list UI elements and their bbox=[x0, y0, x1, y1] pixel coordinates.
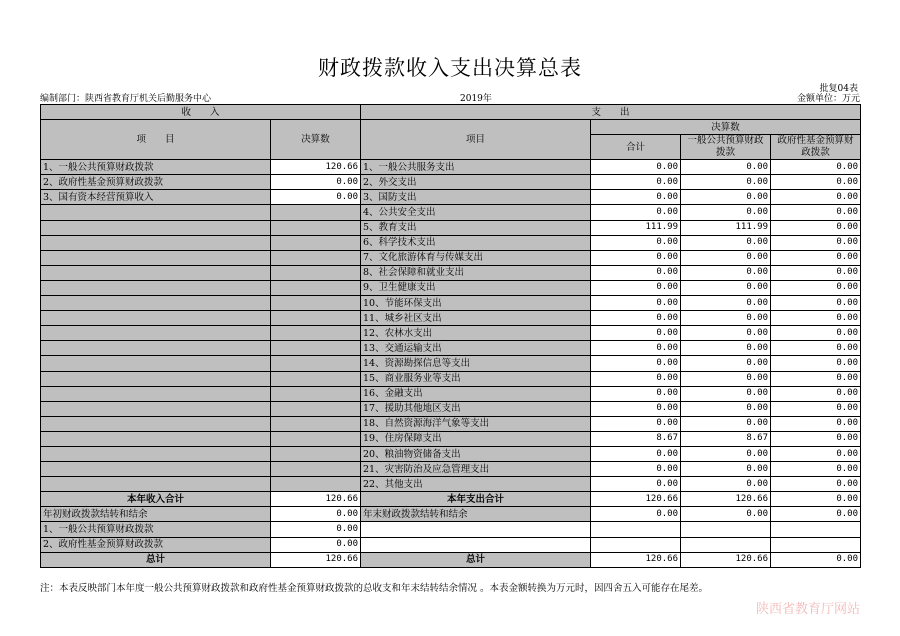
empty-cell bbox=[771, 522, 861, 537]
income-value-cell: 0.00 bbox=[271, 190, 361, 205]
empty-cell bbox=[771, 537, 861, 552]
expense-fund-cell: 0.00 bbox=[771, 477, 861, 492]
income-item-cell bbox=[41, 446, 271, 461]
expense-general-cell: 0.00 bbox=[681, 356, 771, 371]
expense-total-cell: 8.67 bbox=[591, 431, 681, 446]
empty-cell bbox=[361, 522, 591, 537]
expense-total-cell: 0.00 bbox=[591, 160, 681, 175]
expense-total-cell: 0.00 bbox=[591, 416, 681, 431]
expense-total-cell: 0.00 bbox=[591, 190, 681, 205]
expense-fund-cell: 0.00 bbox=[771, 220, 861, 235]
income-total-value: 120.66 bbox=[271, 492, 361, 507]
expense-item-cell: 3、国防支出 bbox=[361, 190, 591, 205]
table-row bbox=[41, 371, 861, 386]
expense-item-header: 项目 bbox=[361, 120, 591, 160]
footnote: 注：本表反映部门本年度一般公共预算财政拨款和政府性基金预算财政拨款的总收支和年末结转结余情况 。本表金额转换为万元时，因四舍五入可能存在尾差。 bbox=[40, 583, 709, 594]
table-row bbox=[41, 326, 861, 341]
expense-total-cell: 0.00 bbox=[591, 477, 681, 492]
income-value-cell bbox=[271, 205, 361, 220]
income-value-cell bbox=[271, 431, 361, 446]
expense-item-cell: 4、公共安全支出 bbox=[361, 205, 591, 220]
carry-general-row bbox=[41, 522, 861, 537]
expense-fund-cell: 0.00 bbox=[771, 341, 861, 356]
expense-total-cell: 0.00 bbox=[591, 371, 681, 386]
expense-general-cell: 0.00 bbox=[681, 175, 771, 190]
carry-fund-label: 2、政府性基金预算财政拨款 bbox=[41, 537, 271, 552]
table-row bbox=[41, 431, 861, 446]
grand-total-fund: 0.00 bbox=[771, 552, 861, 567]
unit-label: 金额单位：万元 bbox=[796, 94, 860, 104]
carry-end-general: 0.00 bbox=[681, 507, 771, 522]
expense-total-sum: 120.66 bbox=[591, 492, 681, 507]
fund-col-header: 政府性基金预算财政拨款 bbox=[771, 135, 861, 160]
income-value-cell bbox=[271, 477, 361, 492]
carry-general-value: 0.00 bbox=[271, 522, 361, 537]
income-item-cell bbox=[41, 220, 271, 235]
expense-total-cell: 0.00 bbox=[591, 205, 681, 220]
expense-total-cell: 0.00 bbox=[591, 386, 681, 401]
table-body bbox=[41, 105, 861, 568]
carry-end-label: 年末财政拨款结转和结余 bbox=[361, 507, 591, 522]
income-item-cell bbox=[41, 280, 271, 295]
income-item-cell bbox=[41, 205, 271, 220]
expense-general-cell: 0.00 bbox=[681, 235, 771, 250]
table-row bbox=[41, 356, 861, 371]
expense-item-cell: 17、援助其他地区支出 bbox=[361, 401, 591, 416]
carry-begin-value: 0.00 bbox=[271, 507, 361, 522]
table-row bbox=[41, 311, 861, 326]
income-value-cell bbox=[271, 265, 361, 280]
expense-fund-cell: 0.00 bbox=[771, 431, 861, 446]
table-row bbox=[41, 296, 861, 311]
income-value-cell bbox=[271, 416, 361, 431]
expense-general-cell: 0.00 bbox=[681, 477, 771, 492]
table-row bbox=[41, 416, 861, 431]
income-item-cell bbox=[41, 416, 271, 431]
carry-row bbox=[41, 507, 861, 522]
grand-total-row bbox=[41, 552, 861, 567]
expense-fund-cell: 0.00 bbox=[771, 356, 861, 371]
income-item-cell bbox=[41, 401, 271, 416]
expense-item-cell: 15、商业服务业等支出 bbox=[361, 371, 591, 386]
empty-cell bbox=[591, 537, 681, 552]
expense-fund-cell: 0.00 bbox=[771, 160, 861, 175]
expense-general-cell: 0.00 bbox=[681, 190, 771, 205]
expense-general-cell: 0.00 bbox=[681, 280, 771, 295]
expense-general-cell: 0.00 bbox=[681, 446, 771, 461]
income-item-cell bbox=[41, 311, 271, 326]
table-row bbox=[41, 190, 861, 205]
year-total-row bbox=[41, 492, 861, 507]
expense-general-cell: 0.00 bbox=[681, 205, 771, 220]
expense-total-cell: 0.00 bbox=[591, 235, 681, 250]
expense-general-cell: 0.00 bbox=[681, 401, 771, 416]
income-item-cell bbox=[41, 341, 271, 356]
income-value-cell bbox=[271, 220, 361, 235]
expense-item-cell: 19、住房保障支出 bbox=[361, 431, 591, 446]
income-item-cell bbox=[41, 462, 271, 477]
income-amount-header: 决算数 bbox=[271, 120, 361, 160]
expense-item-cell: 14、资源勘探信息等支出 bbox=[361, 356, 591, 371]
carry-fund-value: 0.00 bbox=[271, 537, 361, 552]
expense-general-cell: 111.99 bbox=[681, 220, 771, 235]
expense-header: 支 出 bbox=[361, 105, 861, 120]
expense-item-cell: 12、农林水支出 bbox=[361, 326, 591, 341]
expense-fund-cell: 0.00 bbox=[771, 401, 861, 416]
income-value-cell bbox=[271, 326, 361, 341]
expense-total-cell: 0.00 bbox=[591, 250, 681, 265]
expense-total-cell: 0.00 bbox=[591, 326, 681, 341]
expense-total-cell: 0.00 bbox=[591, 446, 681, 461]
empty-cell bbox=[361, 537, 591, 552]
form-code: 批复04表 bbox=[819, 84, 858, 94]
expense-general-cell: 0.00 bbox=[681, 250, 771, 265]
income-value-cell bbox=[271, 250, 361, 265]
expense-fund-cell: 0.00 bbox=[771, 175, 861, 190]
expense-general-cell: 0.00 bbox=[681, 326, 771, 341]
expense-fund-cell: 0.00 bbox=[771, 280, 861, 295]
income-value-cell bbox=[271, 356, 361, 371]
expense-item-cell: 18、自然资源海洋气象等支出 bbox=[361, 416, 591, 431]
general-col-header: 一般公共预算财政拨款 bbox=[681, 135, 771, 160]
expense-fund-cell: 0.00 bbox=[771, 371, 861, 386]
income-value-cell bbox=[271, 401, 361, 416]
expense-item-cell: 16、金融支出 bbox=[361, 386, 591, 401]
income-value-cell: 120.66 bbox=[271, 160, 361, 175]
page-title: 财政拨款收入支出决算总表 bbox=[318, 56, 582, 80]
income-item-cell: 1、一般公共预算财政拨款 bbox=[41, 160, 271, 175]
expense-fund-cell: 0.00 bbox=[771, 205, 861, 220]
expense-item-cell: 8、社会保障和就业支出 bbox=[361, 265, 591, 280]
table-row bbox=[41, 250, 861, 265]
income-value-cell bbox=[271, 280, 361, 295]
expense-total-cell: 0.00 bbox=[591, 311, 681, 326]
expense-general-cell: 8.67 bbox=[681, 431, 771, 446]
expense-general-cell: 0.00 bbox=[681, 386, 771, 401]
expense-fund-cell: 0.00 bbox=[771, 190, 861, 205]
expense-item-cell: 1、一般公共服务支出 bbox=[361, 160, 591, 175]
income-item-cell bbox=[41, 386, 271, 401]
expense-general-cell: 0.00 bbox=[681, 311, 771, 326]
dept-label: 编制部门：陕西省教育厅机关后勤服务中心 bbox=[40, 94, 212, 104]
income-value-cell bbox=[271, 341, 361, 356]
carry-fund-row bbox=[41, 537, 861, 552]
expense-general-cell: 0.00 bbox=[681, 296, 771, 311]
income-value-cell bbox=[271, 311, 361, 326]
table-row bbox=[41, 462, 861, 477]
expense-fund-cell: 0.00 bbox=[771, 446, 861, 461]
income-item-cell bbox=[41, 477, 271, 492]
budget-table bbox=[40, 104, 861, 568]
grand-total-sum: 120.66 bbox=[591, 552, 681, 567]
empty-cell bbox=[681, 537, 771, 552]
expense-total-cell: 0.00 bbox=[591, 462, 681, 477]
expense-total-fund: 0.00 bbox=[771, 492, 861, 507]
expense-item-cell: 21、灾害防治及应急管理支出 bbox=[361, 462, 591, 477]
year-label: 2019年 bbox=[460, 94, 492, 104]
grand-total-label-2: 总计 bbox=[361, 552, 591, 567]
carry-end-fund: 0.00 bbox=[771, 507, 861, 522]
income-value-cell bbox=[271, 296, 361, 311]
expense-item-cell: 10、节能环保支出 bbox=[361, 296, 591, 311]
grand-total-general: 120.66 bbox=[681, 552, 771, 567]
expense-general-cell: 0.00 bbox=[681, 160, 771, 175]
expense-fund-cell: 0.00 bbox=[771, 235, 861, 250]
expense-total-cell: 111.99 bbox=[591, 220, 681, 235]
table-row bbox=[41, 386, 861, 401]
expense-fund-cell: 0.00 bbox=[771, 386, 861, 401]
expense-fund-cell: 0.00 bbox=[771, 326, 861, 341]
expense-total-cell: 0.00 bbox=[591, 265, 681, 280]
table-row bbox=[41, 235, 861, 250]
expense-total-cell: 0.00 bbox=[591, 356, 681, 371]
income-item-cell bbox=[41, 250, 271, 265]
income-total-label: 本年收入合计 bbox=[41, 492, 271, 507]
expense-item-cell: 20、粮油物资储备支出 bbox=[361, 446, 591, 461]
expense-item-cell: 5、教育支出 bbox=[361, 220, 591, 235]
empty-cell bbox=[681, 522, 771, 537]
table-row bbox=[41, 280, 861, 295]
income-item-cell bbox=[41, 235, 271, 250]
expense-item-cell: 9、卫生健康支出 bbox=[361, 280, 591, 295]
carry-general-label: 1、一般公共预算财政拨款 bbox=[41, 522, 271, 537]
expense-total-cell: 0.00 bbox=[591, 401, 681, 416]
expense-fund-cell: 0.00 bbox=[771, 311, 861, 326]
header-row-2 bbox=[41, 120, 861, 135]
income-item-cell bbox=[41, 265, 271, 280]
table-row bbox=[41, 477, 861, 492]
expense-general-cell: 0.00 bbox=[681, 341, 771, 356]
income-value-cell bbox=[271, 446, 361, 461]
total-col-header: 合计 bbox=[591, 135, 681, 160]
income-item-cell bbox=[41, 356, 271, 371]
expense-amount-header: 决算数 bbox=[591, 120, 861, 135]
expense-fund-cell: 0.00 bbox=[771, 462, 861, 477]
income-item-cell bbox=[41, 431, 271, 446]
empty-cell bbox=[591, 522, 681, 537]
expense-fund-cell: 0.00 bbox=[771, 416, 861, 431]
expense-item-cell: 7、文化旅游体育与传媒支出 bbox=[361, 250, 591, 265]
expense-item-cell: 22、其他支出 bbox=[361, 477, 591, 492]
expense-total-cell: 0.00 bbox=[591, 296, 681, 311]
carry-begin-label: 年初财政拨款结转和结余 bbox=[41, 507, 271, 522]
meta-line bbox=[40, 91, 860, 103]
income-item-cell bbox=[41, 296, 271, 311]
expense-general-cell: 0.00 bbox=[681, 265, 771, 280]
expense-item-cell: 6、科学技术支出 bbox=[361, 235, 591, 250]
income-header: 收 入 bbox=[41, 105, 361, 120]
table-row bbox=[41, 175, 861, 190]
grand-total-label: 总计 bbox=[41, 552, 271, 567]
watermark: 陕西省教育厅网站 bbox=[755, 602, 860, 617]
expense-fund-cell: 0.00 bbox=[771, 250, 861, 265]
expense-general-cell: 0.00 bbox=[681, 462, 771, 477]
expense-general-cell: 0.00 bbox=[681, 416, 771, 431]
table-row bbox=[41, 341, 861, 356]
table-row bbox=[41, 401, 861, 416]
income-value-cell bbox=[271, 235, 361, 250]
income-item-cell bbox=[41, 326, 271, 341]
income-value-cell bbox=[271, 371, 361, 386]
expense-item-cell: 11、城乡社区支出 bbox=[361, 311, 591, 326]
income-item-cell bbox=[41, 371, 271, 386]
income-value-cell: 0.00 bbox=[271, 175, 361, 190]
expense-total-cell: 0.00 bbox=[591, 280, 681, 295]
expense-fund-cell: 0.00 bbox=[771, 296, 861, 311]
expense-fund-cell: 0.00 bbox=[771, 265, 861, 280]
expense-total-general: 120.66 bbox=[681, 492, 771, 507]
header-row-1 bbox=[41, 105, 861, 120]
income-value-cell bbox=[271, 462, 361, 477]
carry-end-total: 0.00 bbox=[591, 507, 681, 522]
income-item-cell: 2、政府性基金预算财政拨款 bbox=[41, 175, 271, 190]
expense-general-cell: 0.00 bbox=[681, 371, 771, 386]
table-row bbox=[41, 220, 861, 235]
expense-total-label: 本年支出合计 bbox=[361, 492, 591, 507]
expense-total-cell: 0.00 bbox=[591, 341, 681, 356]
income-item-header: 项 目 bbox=[41, 120, 271, 160]
income-value-cell bbox=[271, 386, 361, 401]
grand-total-income: 120.66 bbox=[271, 552, 361, 567]
table-row bbox=[41, 265, 861, 280]
expense-item-cell: 13、交通运输支出 bbox=[361, 341, 591, 356]
expense-total-cell: 0.00 bbox=[591, 175, 681, 190]
expense-item-cell: 2、外交支出 bbox=[361, 175, 591, 190]
table-row bbox=[41, 160, 861, 175]
table-row bbox=[41, 205, 861, 220]
income-item-cell: 3、国有资本经营预算收入 bbox=[41, 190, 271, 205]
table-row bbox=[41, 446, 861, 461]
